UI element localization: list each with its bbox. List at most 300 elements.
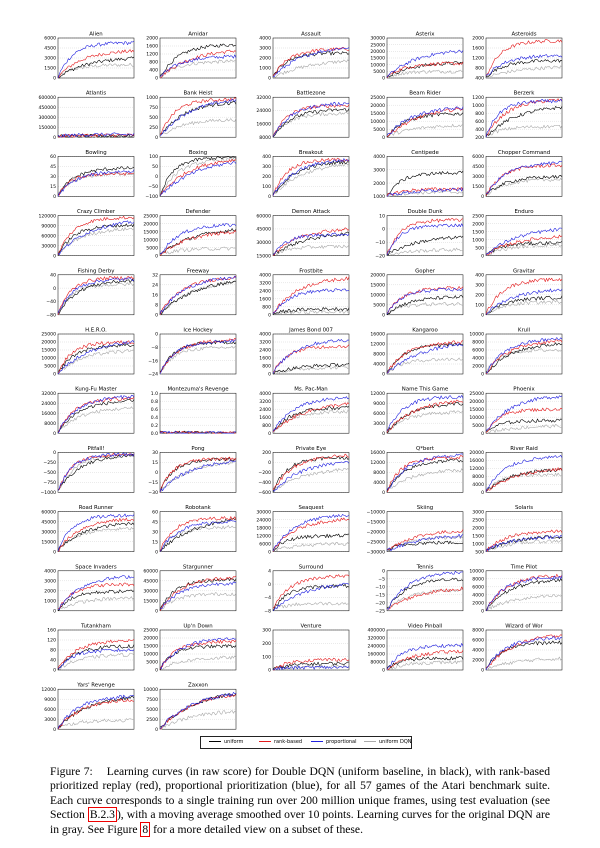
- panel-double-dunk: [375, 209, 463, 259]
- tick-label: 0: [382, 431, 385, 437]
- series-line-uniform-dqn: [387, 124, 463, 136]
- tick-label: 0: [53, 135, 56, 141]
- caption-text-a: Learning curves (in raw score) for Double DQN (uniform baseline, in black), with rank-based prioritized replay (red), proportional prioritization (blue), for all 57 games of the Atari benchmark suite. Each curve corresponds to a single training run over 200 million unique frames, using test evaluation (see Section: [50, 765, 551, 822]
- tick-label: 7500: [146, 697, 158, 703]
- panel-gravitar: [475, 268, 562, 318]
- panel-freeway: [152, 268, 236, 318]
- series-line-proportional: [160, 520, 236, 552]
- panel-crazy-climber: [38, 209, 134, 259]
- tick-label: 12000: [256, 534, 271, 540]
- tick-label: 25000: [143, 214, 158, 220]
- tick-label: 2000: [472, 364, 484, 370]
- figure-caption: [50, 765, 550, 837]
- tick-label: 1600: [259, 297, 271, 303]
- panel-title: James Bond 007: [289, 327, 333, 334]
- panel-title: Up'n Down: [183, 623, 213, 630]
- tick-label: 10000: [469, 332, 484, 338]
- tick-label: 0: [155, 254, 158, 260]
- series-line-rank-based: [273, 277, 349, 313]
- series-line-uniform: [273, 363, 349, 374]
- series-line-uniform: [486, 175, 562, 196]
- tick-label: −4: [264, 596, 271, 602]
- tick-label: −500: [43, 471, 56, 477]
- series-line-uniform-dqn: [160, 711, 236, 730]
- tick-label: 4000: [373, 155, 385, 161]
- series-line-rank-based: [160, 694, 236, 729]
- tick-label: −15000: [366, 520, 385, 526]
- tick-label: 25000: [41, 332, 56, 338]
- panel-title: Boxing: [188, 149, 208, 156]
- tick-label: 600: [475, 119, 484, 125]
- tick-label: 1000: [472, 542, 484, 548]
- series-line-rank-based: [486, 278, 562, 315]
- tick-label: 600000: [38, 95, 56, 101]
- panel-frame: [387, 216, 463, 256]
- panel-title: Space Invaders: [75, 564, 117, 571]
- series-line-rank-based: [273, 105, 349, 137]
- tick-label: 30: [152, 530, 158, 536]
- tick-label: 15000: [41, 540, 56, 546]
- series-line-uniform-dqn: [387, 589, 463, 610]
- panel-title: Venture: [300, 623, 322, 630]
- tick-label: −5: [378, 577, 385, 583]
- panel-title: Robotank: [185, 505, 211, 512]
- panel-chopper-command: [472, 150, 562, 200]
- tick-label: 15000: [143, 644, 158, 650]
- panel-pitfall-: [40, 446, 134, 496]
- tick-label: 0: [155, 550, 158, 556]
- series-line-uniform-dqn: [273, 602, 349, 610]
- tick-label: 15000: [469, 407, 484, 413]
- tick-label: 32000: [256, 95, 271, 101]
- series-line-proportional: [58, 514, 134, 551]
- tick-label: 4000: [259, 273, 271, 279]
- panel-frame: [273, 571, 349, 611]
- figure-reference-link[interactable]: 8: [142, 822, 149, 836]
- tick-label: 300000: [38, 115, 56, 121]
- panel-road-runner: [41, 505, 134, 555]
- section-reference-link[interactable]: B.2.3: [89, 808, 115, 822]
- series-line-uniform-dqn: [160, 346, 236, 374]
- panel-title: Frostbite: [299, 268, 323, 275]
- tick-label: 300: [262, 628, 271, 634]
- tick-label: 30000: [143, 589, 158, 595]
- tick-label: 150000: [38, 125, 56, 131]
- panel-video-pinball: [367, 624, 463, 674]
- tick-label: 2400: [259, 407, 271, 413]
- tick-label: 500: [475, 246, 484, 252]
- tick-label: 4500: [44, 46, 56, 52]
- tick-label: 0: [53, 286, 56, 292]
- panel-seaquest: [256, 505, 349, 555]
- series-line-uniform: [273, 52, 349, 77]
- tick-label: −15: [148, 481, 158, 487]
- series-line-uniform: [160, 101, 236, 134]
- tick-label: 12000: [370, 342, 385, 348]
- tick-label: 0: [481, 668, 484, 674]
- panel-title: Name This Game: [401, 386, 449, 393]
- panel-frostbite: [259, 268, 349, 318]
- tick-label: 1600: [146, 44, 158, 50]
- tick-label: 0: [53, 451, 56, 457]
- tick-label: 30: [50, 175, 56, 181]
- series-line-uniform-dqn: [486, 657, 562, 669]
- tick-label: 0: [268, 550, 271, 556]
- series-line-proportional: [387, 288, 463, 314]
- tick-label: 10000: [143, 238, 158, 244]
- tick-label: 0: [155, 727, 158, 733]
- series-line-uniform-dqn: [273, 60, 349, 78]
- series-line-proportional: [160, 55, 236, 76]
- tick-label: 60000: [41, 510, 56, 516]
- series-line-proportional: [160, 162, 236, 196]
- panel-title: Ms. Pac-Man: [294, 386, 328, 393]
- tick-label: 15000: [256, 254, 271, 260]
- tick-label: 200: [475, 293, 484, 299]
- series-line-uniform-dqn: [273, 163, 349, 194]
- series-line-uniform: [486, 468, 562, 490]
- panel-title: Skiing: [416, 505, 434, 512]
- tick-label: 3200: [259, 281, 271, 287]
- tick-label: 15000: [370, 283, 385, 289]
- series-line-uniform: [160, 229, 236, 255]
- tick-label: 50: [152, 165, 158, 171]
- panel-title: Tutankham: [81, 623, 111, 630]
- series-line-rank-based: [387, 400, 463, 433]
- tick-label: 18000: [256, 526, 271, 532]
- panel-river-raid: [469, 446, 562, 496]
- tick-label: 12000: [370, 461, 385, 467]
- tick-label: 2500: [472, 214, 484, 220]
- tick-label: 2000: [472, 36, 484, 42]
- panel-title: Video Pinball: [407, 623, 443, 630]
- panel-skiing: [367, 505, 463, 555]
- tick-label: 2000: [373, 181, 385, 187]
- tick-label: 45000: [143, 579, 158, 585]
- caption-label: Figure 7:: [50, 765, 93, 778]
- tick-label: 800: [149, 60, 158, 66]
- series-line-uniform: [160, 44, 236, 77]
- panel-title: Surround: [298, 564, 324, 571]
- panel-title: Time Pilot: [510, 564, 538, 571]
- tick-label: −10: [375, 585, 385, 591]
- panel-title: Demon Attack: [291, 209, 331, 216]
- panel-frame: [273, 512, 349, 552]
- panel-title: Kangaroo: [412, 327, 438, 334]
- tick-label: 2000: [472, 222, 484, 228]
- panel-title: Amidar: [188, 31, 208, 38]
- tick-label: 45: [50, 165, 56, 171]
- tick-label: 6000: [44, 36, 56, 42]
- panel-title: Double Dunk: [407, 209, 443, 216]
- series-line-rank-based: [486, 99, 562, 136]
- panel-name-this-game: [370, 387, 463, 437]
- tick-label: 25000: [370, 95, 385, 101]
- tick-label: 8000: [259, 135, 271, 141]
- tick-label: 800: [475, 66, 484, 72]
- tick-label: 1200: [472, 56, 484, 62]
- panel-ms-pac-man: [259, 387, 349, 437]
- tick-label: 60000: [256, 214, 271, 220]
- panel-title: Bank Heist: [183, 90, 213, 97]
- panel-alien: [44, 32, 134, 82]
- panel-title: Montezuma's Revenge: [167, 386, 229, 393]
- tick-label: 400: [475, 127, 484, 133]
- tick-label: 60: [152, 510, 158, 516]
- series-line-uniform: [273, 584, 349, 610]
- tick-label: −20: [375, 254, 385, 260]
- tick-label: 4000: [472, 483, 484, 489]
- tick-label: 0: [155, 332, 158, 338]
- series-line-uniform-dqn: [160, 461, 236, 492]
- panel-solaris: [472, 505, 562, 555]
- tick-label: −15: [375, 593, 385, 599]
- chart-legend: [200, 736, 412, 749]
- tick-label: 3000: [472, 175, 484, 181]
- tick-label: 8000: [472, 475, 484, 481]
- panel-centipede: [373, 150, 463, 200]
- series-line-rank-based: [387, 650, 463, 670]
- panel-title: Freeway: [186, 268, 210, 275]
- series-line-proportional: [273, 339, 349, 373]
- tick-label: 120000: [38, 214, 56, 220]
- series-line-uniform-dqn: [486, 349, 562, 374]
- panel-ice-hockey: [148, 328, 236, 378]
- series-line-uniform-dqn: [58, 407, 134, 434]
- tick-label: 2500: [472, 518, 484, 524]
- panel-title: Tennis: [416, 564, 434, 571]
- series-line-uniform: [486, 296, 562, 315]
- tick-label: 0: [268, 668, 271, 674]
- tick-label: 5000: [373, 127, 385, 133]
- tick-label: 3000: [472, 510, 484, 516]
- tick-label: 3000: [259, 46, 271, 52]
- panel-title: Berzerk: [513, 90, 535, 97]
- series-line-uniform-dqn: [486, 300, 562, 313]
- panel-kung-fu-master: [41, 387, 134, 437]
- panel-defender: [143, 209, 236, 259]
- series-line-uniform: [58, 344, 134, 372]
- panel-title: Seaquest: [298, 505, 324, 512]
- legend-item-rank-based: rank-based: [259, 739, 302, 746]
- tick-label: 3000: [44, 56, 56, 62]
- series-line-proportional: [58, 221, 134, 255]
- panel-enduro: [472, 209, 562, 259]
- series-line-uniform-dqn: [160, 118, 236, 135]
- tick-label: 0: [481, 609, 484, 615]
- series-line-rank-based: [486, 635, 562, 668]
- tick-label: 160000: [367, 652, 385, 658]
- tick-label: 0.4: [150, 415, 158, 421]
- tick-label: 1000: [44, 599, 56, 605]
- tick-label: 250: [149, 125, 158, 131]
- tick-label: 80000: [370, 660, 385, 666]
- tick-label: −25000: [366, 540, 385, 546]
- panel-frame: [486, 97, 562, 137]
- tick-label: 0: [268, 431, 271, 437]
- legend-item-proportional: proportional: [311, 739, 357, 746]
- tick-label: 0: [481, 195, 484, 201]
- series-line-rank-based: [58, 453, 134, 490]
- caption-text-b: ), with a moving average smoothed over 10 points. Learning curves for the original DQN are in gray. See Figure: [50, 808, 550, 836]
- tick-label: 1.0: [150, 391, 158, 397]
- tick-label: 4000: [472, 648, 484, 654]
- tick-label: 4000: [259, 391, 271, 397]
- series-line-rank-based: [387, 218, 463, 254]
- tick-label: −100: [145, 195, 158, 201]
- panel-title: Gravitar: [512, 268, 536, 275]
- tick-label: 60: [50, 155, 56, 161]
- tick-label: 320000: [367, 636, 385, 642]
- series-line-uniform: [160, 645, 236, 670]
- series-line-uniform: [160, 518, 236, 551]
- panel-title: Enduro: [514, 209, 534, 216]
- tick-label: 0.8: [150, 399, 158, 405]
- panel-frame: [160, 393, 236, 433]
- tick-label: −750: [43, 481, 56, 487]
- tick-label: 2000: [44, 589, 56, 595]
- series-line-rank-based: [387, 108, 463, 137]
- panel-tutankham: [47, 624, 134, 674]
- tick-label: 0: [382, 135, 385, 141]
- panel-up-n-down: [143, 624, 236, 674]
- tick-label: 6000: [472, 348, 484, 354]
- panel-atlantis: [38, 91, 134, 141]
- tick-label: 400000: [367, 628, 385, 634]
- tick-label: 300: [475, 283, 484, 289]
- tick-label: 0: [155, 668, 158, 674]
- tick-label: −50: [148, 185, 158, 191]
- series-line-proportional: [160, 461, 236, 492]
- series-line-uniform-dqn: [387, 302, 463, 314]
- tick-label: 4000: [373, 362, 385, 368]
- series-line-proportional: [486, 338, 562, 374]
- tick-label: 0: [53, 550, 56, 556]
- panel-h-e-r-o-: [41, 328, 134, 378]
- tick-label: 160: [47, 628, 56, 634]
- series-line-proportional: [387, 534, 463, 551]
- tick-label: 6000: [373, 411, 385, 417]
- panel-fishing-derby: [46, 268, 134, 318]
- panel-title: River Raid: [510, 445, 538, 452]
- series-line-uniform: [387, 657, 463, 669]
- panel-title: Ice Hockey: [183, 327, 213, 334]
- panel-title: Chopper Command: [497, 149, 551, 156]
- tick-label: 0: [382, 668, 385, 674]
- series-line-uniform: [58, 167, 134, 195]
- panel-q-bert: [370, 446, 463, 496]
- tick-label: 60000: [41, 234, 56, 240]
- panel-time-pilot: [469, 564, 562, 614]
- tick-label: 1000: [472, 238, 484, 244]
- tick-label: −8: [264, 609, 271, 615]
- tick-label: 1000: [472, 103, 484, 109]
- tick-label: 90000: [41, 224, 56, 230]
- tick-label: 2000: [146, 36, 158, 42]
- series-line-uniform-dqn: [387, 248, 463, 255]
- tick-label: 3000: [373, 421, 385, 427]
- panel-title: Private Eye: [295, 445, 327, 452]
- legend-item-uniform: uniform: [209, 739, 243, 746]
- tick-label: 0: [155, 609, 158, 615]
- tick-label: 40: [50, 658, 56, 664]
- panel-bowling: [50, 150, 134, 200]
- tick-label: 240000: [367, 644, 385, 650]
- series-line-uniform-dqn: [160, 247, 236, 255]
- tick-label: 0: [155, 135, 158, 141]
- series-line-proportional: [58, 395, 134, 433]
- tick-label: −30: [148, 491, 158, 497]
- series-line-uniform-dqn: [58, 63, 134, 78]
- series-line-uniform: [273, 109, 349, 138]
- tick-label: 5000: [146, 707, 158, 713]
- panel-venture: [262, 624, 349, 674]
- tick-label: 3200: [259, 340, 271, 346]
- panel-gopher: [370, 268, 463, 318]
- tick-label: 6000: [259, 542, 271, 548]
- panel-title: Kung-Fu Master: [75, 386, 117, 393]
- tick-label: −400: [258, 481, 271, 487]
- tick-label: 0: [268, 313, 271, 319]
- tick-label: 16000: [469, 459, 484, 465]
- tick-label: 15000: [370, 56, 385, 62]
- tick-label: 2000: [472, 658, 484, 664]
- tick-label: 0: [53, 254, 56, 260]
- tick-label: 0: [53, 609, 56, 615]
- tick-label: −250: [43, 461, 56, 467]
- tick-label: 2000: [472, 526, 484, 532]
- tick-label: 20000: [469, 451, 484, 457]
- panel-private-eye: [258, 446, 349, 496]
- tick-label: 1200: [146, 52, 158, 58]
- tick-label: 0: [382, 313, 385, 319]
- panel-beam-rider: [370, 91, 463, 141]
- tick-label: −1000: [40, 491, 56, 497]
- panel-title: H.E.R.O.: [85, 327, 107, 334]
- tick-label: 30000: [41, 244, 56, 250]
- tick-label: 8000: [472, 340, 484, 346]
- tick-label: 8000: [373, 471, 385, 477]
- panel-zaxxon: [143, 683, 236, 733]
- tick-label: 0: [268, 76, 271, 82]
- tick-label: −10: [375, 240, 385, 246]
- tick-label: 15000: [41, 348, 56, 354]
- tick-label: 120: [47, 638, 56, 644]
- series-line-uniform-dqn: [58, 719, 134, 728]
- panel-frame: [273, 97, 349, 137]
- series-line-rank-based: [486, 235, 562, 255]
- tick-label: 0: [382, 569, 385, 575]
- tick-label: −8: [151, 346, 158, 352]
- panel-james-bond-007: [259, 328, 349, 378]
- tick-label: 4: [268, 569, 271, 575]
- tick-label: 5000: [472, 423, 484, 429]
- panel-frame: [387, 630, 463, 670]
- tick-label: −10000: [366, 510, 385, 516]
- tick-label: 2500: [146, 717, 158, 723]
- tick-label: 24000: [256, 109, 271, 115]
- series-line-uniform-dqn: [160, 593, 236, 610]
- panel-berzerk: [472, 91, 562, 141]
- panel-space-invaders: [44, 564, 134, 614]
- tick-label: 5000: [373, 70, 385, 76]
- panel-frame: [160, 334, 236, 374]
- tick-label: 15: [50, 185, 56, 191]
- tick-label: 400: [149, 68, 158, 74]
- panel-title: Gopher: [415, 268, 435, 275]
- panel-frame: [160, 630, 236, 670]
- panel-breakout: [262, 150, 349, 200]
